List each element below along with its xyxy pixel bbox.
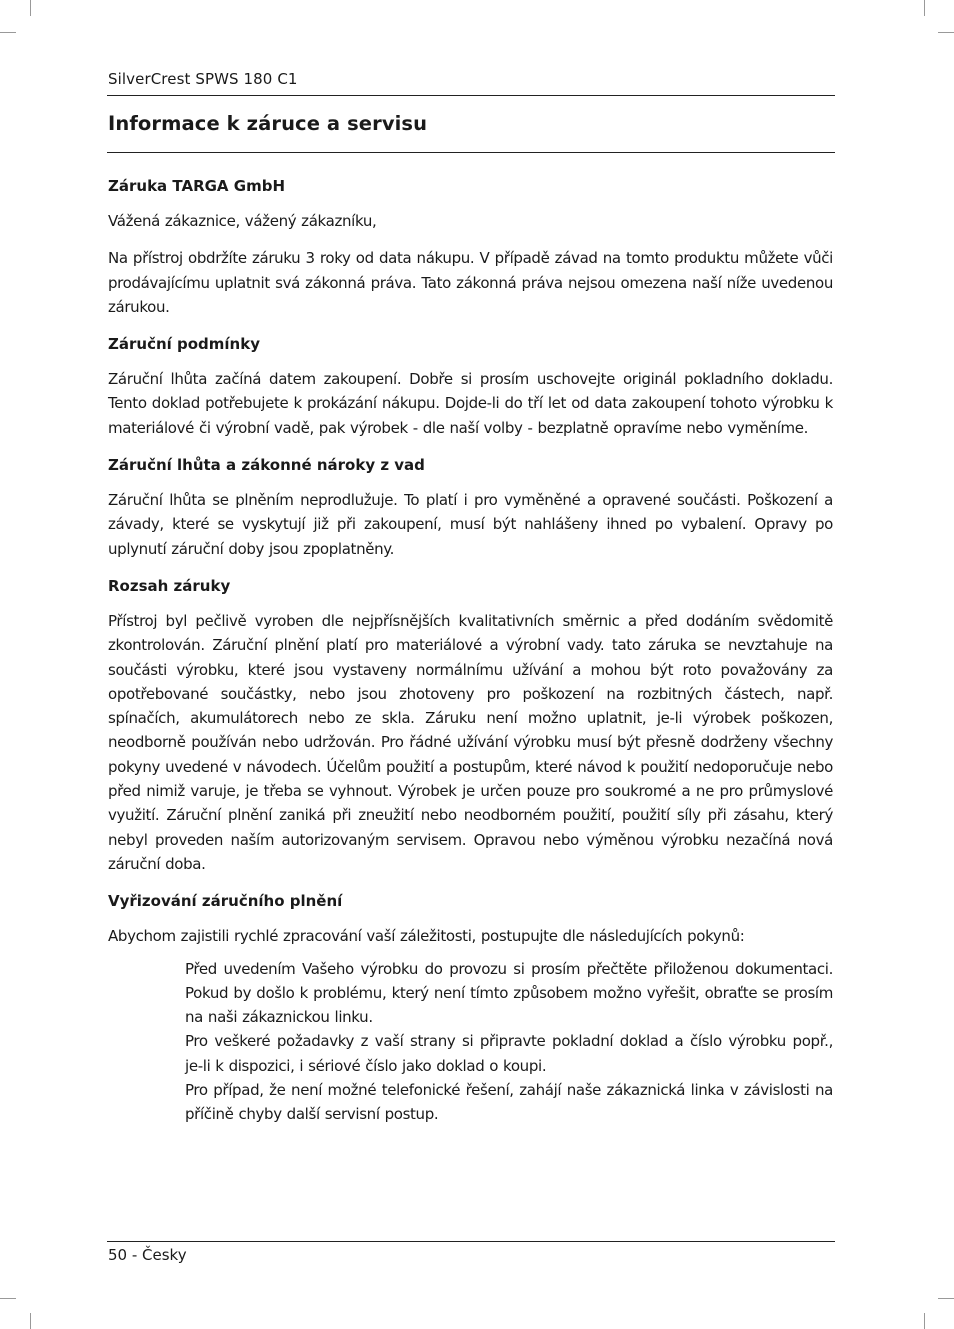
crop-mark: [924, 0, 925, 16]
crop-mark: [938, 1298, 954, 1299]
paragraph: Přístroj byl pečlivě vyroben dle nejpřísnějších kvalitativních směrnic a před dodáním svědomitě zkontrolován. Záruční plnění platí pro materiálové a výrobní vady. tato záruka se nevztahuje na součásti výrobku, které jsou vystaveny normálnímu užívání a mohou být roto považovány za opotřebované součástky, nebo jsou zhotoveny pro poškození na rozbitných částech, např. spínačích, akumulátorech nebo ze skla. Záruku není možno uplatnit, je-li výrobek poškozen, neodborně používán nebo udržován. Pro řádné užívání výrobku musí být přesně dodrženy všechny pokyny uvedené v návodech. Účelům použití a postupům, které návod k použití nedoporučuje nebo před nimiž varuje, je třeba se vyhnout. Výrobek je určen pouze pro soukromé a ne pro průmyslové využití. Záruční plnění zaniká při zneužití nebo neodborném použití, použití síly při zásahu, který nebyl proveden naším autorizovaným servisem. Opravou nebo výměnou výrobku nezačíná nová záruční doba.: [108, 611, 833, 873]
paragraph: Na přístroj obdržíte záruku 3 roky od data nákupu. V případě závad na tomto produktu můžete vůči prodávajícímu uplatnit svá zákonná práva. Tato zákonná práva nejsou omezena naší níže uvedenou zárukou.: [108, 249, 833, 316]
header-rule: [107, 95, 835, 96]
page-title: Informace k záruce a servisu: [108, 112, 428, 135]
section-heading: Vyřizování záručního plnění: [108, 892, 343, 911]
section-scope: [108, 574, 833, 876]
section-heading: Záruční lhůta a zákonné nároky z vad: [108, 456, 425, 475]
crop-mark: [924, 1313, 925, 1329]
section-claim-handling: [108, 889, 833, 1126]
list-item: Před uvedením Vašeho výrobku do provozu si prosím přečtěte přiloženou dokumentaci. Pokud by došlo k problému, který není tímto způsobem možno vyřešit, obraťte se prosím na naši zákaznickou linku.: [185, 959, 833, 1027]
document-body: [108, 174, 833, 1127]
list-item: Pro veškeré požadavky z vaší strany si připravte pokladní doklad a číslo výrobku popř., je-li k dispozici, i sériové číslo jako doklad o koupi.: [185, 1032, 833, 1075]
list-item: Pro případ, že není možné telefonické řešení, zahájí naše zákaznická linka v závislosti na příčině chyby další servisní postup.: [185, 1081, 833, 1124]
section-warranty-period: [108, 453, 833, 561]
crop-mark: [938, 32, 954, 33]
crop-mark: [30, 1313, 31, 1329]
paragraph: Abychom zajistili rychlé zpracování vaší záležitosti, postupujte dle následujících pokynů:: [108, 927, 745, 946]
paragraph: Vážená zákaznice, vážený zákazníku,: [108, 212, 377, 230]
paragraph: Záruční lhůta se plněním neprodlužuje. To platí i pro vyměněné a opravené součásti. Poškození a závady, které se vyskytují již při zakoupení, musí být nahlášeny ihned po vybalení. Opravy po uplynutí záruční doby jsou zpoplatněny.: [108, 491, 833, 558]
instruction-list: [185, 957, 833, 1127]
section-conditions: [108, 332, 833, 440]
section-heading: Záruka TARGA GmbH: [108, 177, 285, 195]
paragraph: Záruční lhůta začíná datem zakoupení. Dobře si prosím uschovejte originál pokladního dokladu. Tento doklad potřebujete k prokázání nákupu. Dojde-li do tří let od data zakoupení tohoto výrobku k materiálové či výrobní vadě, pak výrobek - dle naší volby - bezplatně opravíme nebo vyměníme.: [108, 370, 833, 437]
section-heading: Záruční podmínky: [108, 335, 260, 354]
section-heading: Rozsah záruky: [108, 576, 231, 595]
crop-mark: [0, 1298, 16, 1299]
page-number: 50 - Česky: [108, 1246, 187, 1264]
section-warranty: [108, 174, 833, 319]
title-rule: [107, 152, 835, 153]
crop-mark: [0, 32, 16, 33]
footer-rule: [107, 1241, 835, 1242]
running-header: SilverCrest SPWS 180 C1: [108, 70, 298, 88]
crop-mark: [30, 0, 31, 16]
